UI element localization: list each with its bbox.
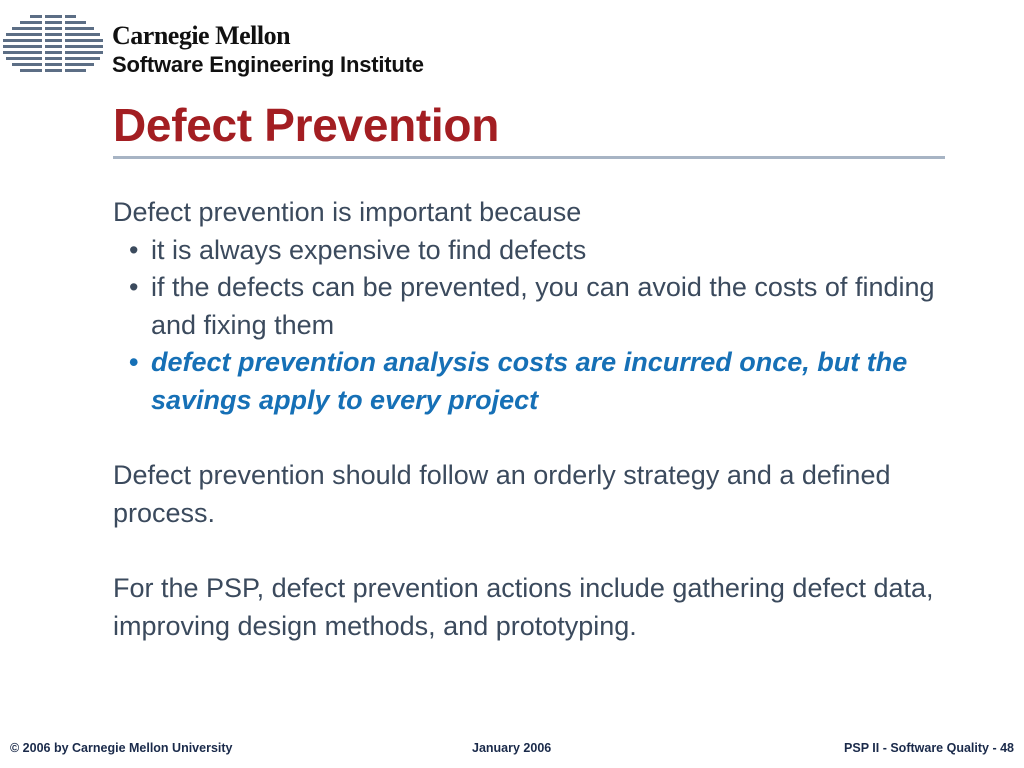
- slide-body: [113, 194, 943, 645]
- bullet-text: if the defects can be prevented, you can avoid the costs of finding and fixing them: [151, 272, 935, 340]
- bullet-icon: •: [129, 272, 139, 302]
- organization-logo: [112, 22, 424, 78]
- bullet-icon: •: [129, 234, 139, 265]
- bullet-item: [113, 232, 943, 270]
- paragraph-strategy: Defect prevention should follow an orderly strategy and a defined process.: [113, 460, 891, 528]
- title-divider: [113, 156, 945, 159]
- bullet-icon: •: [129, 347, 139, 377]
- org-name-line1: Carnegie Mellon: [112, 21, 291, 50]
- bullet-list: [113, 232, 943, 420]
- sei-logo-icon: [2, 14, 104, 76]
- bullet-item-emphasized: [113, 344, 943, 419]
- footer-page-label: PSP II - Software Quality - 48: [844, 741, 1014, 755]
- intro-text: Defect prevention is important because: [113, 197, 582, 227]
- org-name-line2: Software Engineering Institute: [112, 52, 424, 77]
- footer-copyright: © 2006 by Carnegie Mellon University: [10, 741, 233, 755]
- footer-date: January 2006: [472, 741, 552, 755]
- bullet-text: it is always expensive to find defects: [151, 234, 587, 265]
- bullet-text: defect prevention analysis costs are incurred once, but the savings apply to every project: [151, 347, 908, 415]
- bullet-item: [113, 269, 943, 344]
- slide-footer: [0, 741, 1024, 759]
- paragraph-psp-actions: For the PSP, defect prevention actions include gathering defect data, improving design methods, and prototyping.: [113, 573, 934, 641]
- slide-title: Defect Prevention: [113, 99, 500, 151]
